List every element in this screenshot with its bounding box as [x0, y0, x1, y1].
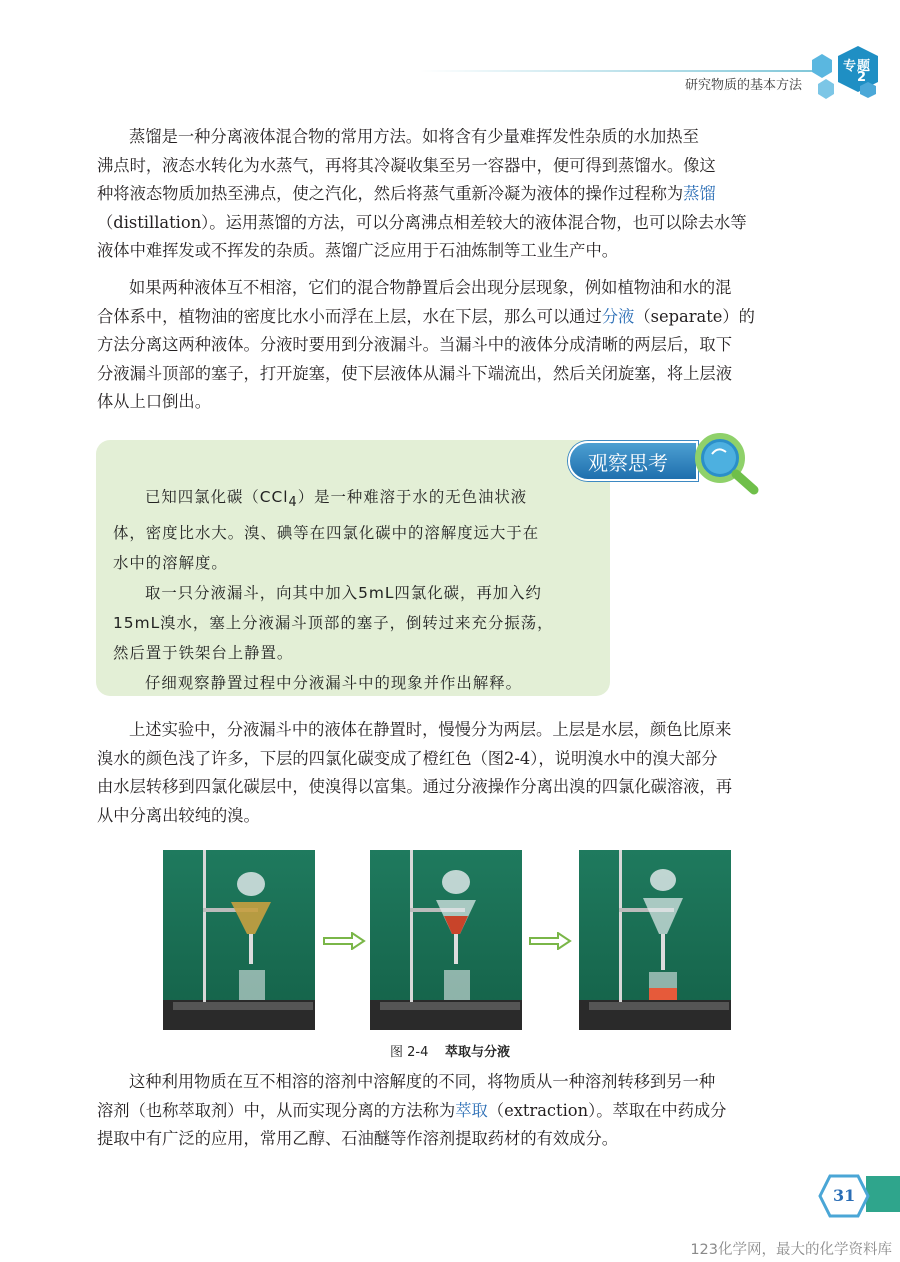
text-line [97, 1097, 809, 1126]
figure-title: 萃取与分液 [444, 1045, 510, 1060]
text-line: 由水层转移到四氯化碳层中，使溴得以富集。通过分液操作分离出溴的四氯化碳溶液，再 [97, 777, 732, 796]
text-segment: 种将液态物质加热至沸点，使之汽化，然后将蒸气重新冷凝为液体的操作过程称为 [97, 184, 684, 203]
header-rule [420, 70, 820, 72]
paragraph-experiment-result [97, 716, 809, 830]
chapter-label: 专题 [843, 59, 872, 74]
text-line [97, 303, 809, 332]
text-line: 15mL溴水，塞上分液漏斗顶部的塞子，倒转过来充分振荡， [113, 614, 554, 633]
text-line: 水中的溶解度。 [113, 554, 228, 573]
term-extraction: 萃取 [455, 1100, 488, 1120]
page-number-bar [866, 1176, 900, 1212]
text-line: 体从上口倒出。 [97, 392, 211, 411]
text-line [113, 482, 603, 518]
text-line: 如果两种液体互不相溶，它们的混合物静置后会出现分层现象，例如植物油和水的混 [129, 278, 732, 297]
text-line: 上述实验中，分液漏斗中的液体在静置时，慢慢分为两层。上层是水层，颜色比原来 [129, 720, 732, 739]
paragraph-extraction [97, 1068, 809, 1154]
observation-badge: 观察思考 [568, 441, 698, 481]
photo-step-1 [163, 850, 315, 1030]
text-line: 仔细观察静置过程中分液漏斗中的现象并作出解释。 [145, 674, 522, 693]
text-segment: （separate）的 [634, 306, 755, 326]
arrow-right-icon [528, 932, 572, 950]
page-number: 31 [833, 1186, 856, 1205]
chapter-subtitle: 研究物质的基本方法 [684, 78, 802, 93]
text-line: 液体中难挥发或不挥发的杂质。蒸馏广泛应用于石油炼制等工业生产中。 [97, 241, 619, 260]
text-segment: ）是一种难溶于水的无色油状液 [297, 488, 528, 506]
arrow-right-icon [322, 932, 366, 950]
chapter-number: 2 [857, 70, 867, 85]
paragraph-separation [97, 274, 809, 417]
text-line: 这种利用物质在互不相溶的溶剂中溶解度的不同，将物质从一种溶剂转移到另一种 [129, 1072, 716, 1091]
observation-text [113, 482, 603, 698]
text-segment: （extraction）。萃取在中药成分 [487, 1100, 727, 1120]
photo-step-3 [579, 850, 731, 1030]
text-segment: 已知四氯化碳（CCl [145, 488, 289, 506]
text-line: 然后置于铁架台上静置。 [113, 644, 294, 663]
paragraph-distillation [97, 123, 809, 266]
text-line: 蒸馏是一种分离液体混合物的常用方法。如将含有少量难挥发性杂质的水加热至 [129, 127, 699, 146]
text-segment: 合体系中，植物油的密度比水小而浮在上层，水在下层，那么可以通过 [97, 306, 602, 326]
watermark-text: 123化学网，最大的化学资料库 [690, 1242, 892, 1258]
text-line: 提取中有广泛的应用，常用乙醇、石油醚等作溶剂提取药材的有效成分。 [97, 1129, 619, 1148]
figure-caption [0, 1041, 900, 1060]
subscript-4: 4 [288, 495, 298, 511]
term-separate: 分液 [601, 306, 635, 326]
text-segment: 溶剂（也称萃取剂）中，从而实现分离的方法称为 [97, 1100, 456, 1120]
magnifier-icon [690, 428, 762, 498]
text-line: 从中分离出较纯的溴。 [97, 805, 260, 825]
figure-number: 图 2-4 [390, 1045, 429, 1060]
chapter-hex-badge [800, 42, 900, 112]
text-line: 溴水的颜色浅了许多，下层的四氯化碳变成了橙红色（图2-4），说明溴水中的溴大部分 [97, 748, 718, 768]
text-line: 沸点时，液态水转化为水蒸气，再将其冷凝收集至另一容器中，便可得到蒸馏水。像这 [97, 155, 716, 175]
text-line: 取一只分液漏斗，向其中加入5mL四氯化碳，再加入约 [145, 584, 542, 603]
text-line [97, 180, 809, 209]
term-distillation: 蒸馏 [683, 184, 716, 203]
text-line: 分液漏斗顶部的塞子，打开旋塞，使下层液体从漏斗下端流出，然后关闭旋塞，将上层液 [97, 363, 732, 383]
text-line: 方法分离这两种液体。分液时要用到分液漏斗。当漏斗中的液体分成清晰的两层后，取下 [97, 335, 732, 354]
text-line: （distillation）。运用蒸馏的方法，可以分离沸点相差较大的液体混合物，也可以除去水等 [97, 212, 747, 232]
photo-step-2 [370, 850, 522, 1030]
text-line: 体，密度比水大。溴、碘等在四氯化碳中的溶解度远大于在 [113, 524, 540, 543]
